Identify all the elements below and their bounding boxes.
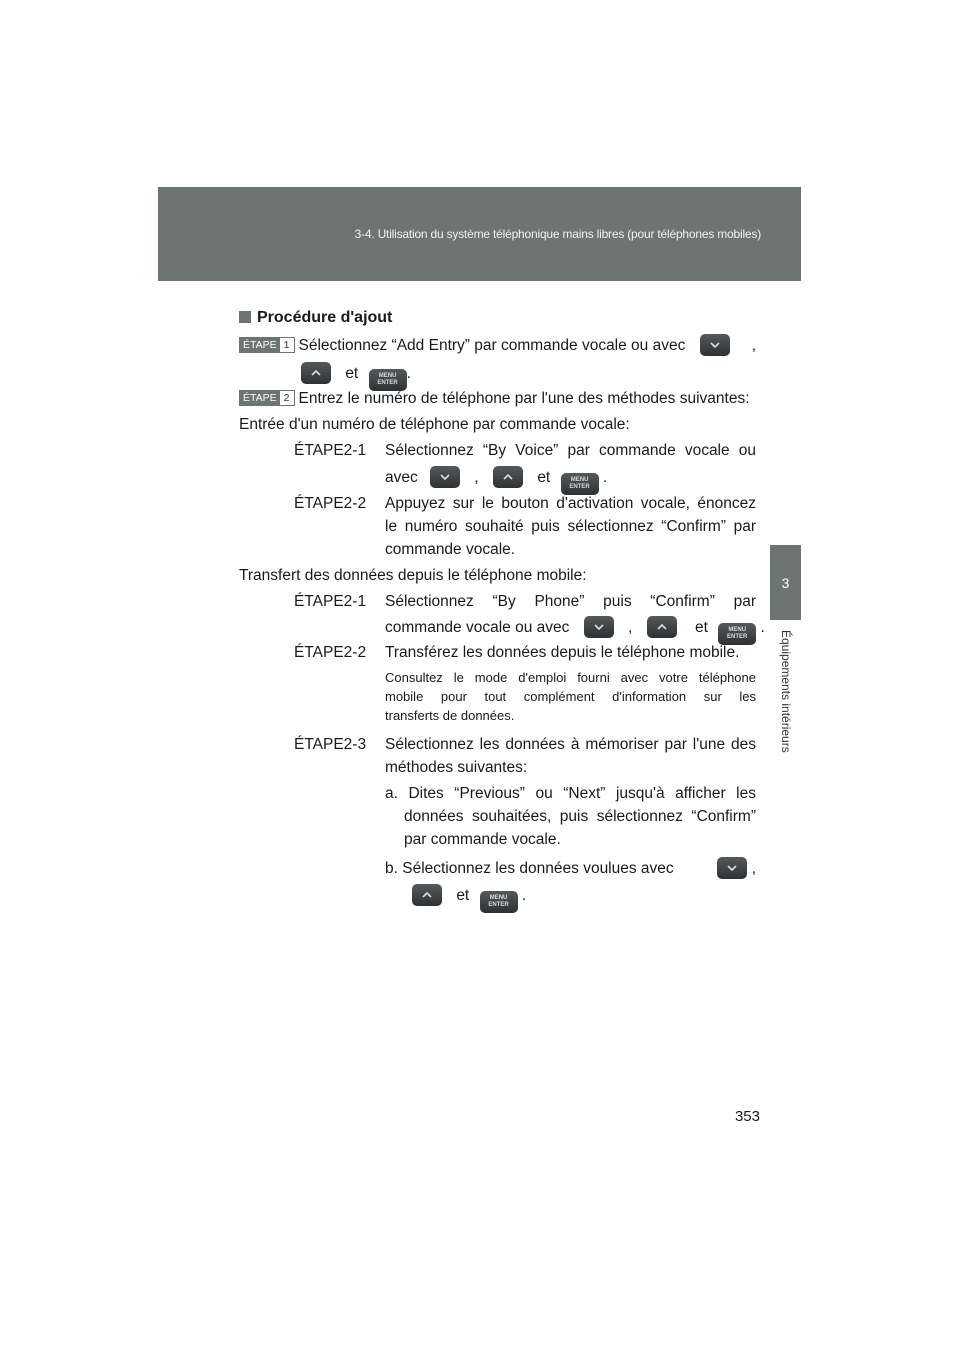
substep-code: ÉTAPE2-2 (294, 644, 367, 661)
step-badge: ÉTAPE 1 (239, 337, 295, 353)
header-title: 3-4. Utilisation du système téléphonique mains libres (pour téléphones mobiles) (354, 227, 761, 241)
page-number: 353 (734, 1108, 760, 1125)
voice-heading: Entrée d'un numéro de téléphone par commande vocale: (239, 416, 630, 433)
menu-enter-button-icon: MENU ENTER (718, 623, 756, 645)
down-arrow-button-icon (584, 616, 614, 638)
menu-enter-button-icon: MENU ENTER (369, 369, 407, 391)
substep-buttons: commande vocale ou avec , et MENU ENTER . (385, 616, 765, 645)
chapter-header (158, 187, 801, 281)
step-1-cont: et MENU ENTER. (301, 362, 411, 391)
step-badge: ÉTAPE 2 (239, 390, 295, 406)
up-arrow-button-icon (493, 466, 523, 488)
section-heading: Procédure d'ajout (239, 306, 392, 329)
option-b-cont: et MENU ENTER . (412, 884, 526, 913)
chapter-side-label (770, 630, 801, 780)
chapter-tab (770, 545, 801, 620)
chapter-number: 3 (781, 575, 790, 591)
substep-buttons: avec , et MENU ENTER . (385, 466, 607, 495)
substep-code: ÉTAPE2-2 (294, 495, 367, 512)
up-arrow-button-icon (301, 362, 331, 384)
down-arrow-button-icon (700, 334, 730, 356)
substep-code: ÉTAPE2-1 (294, 442, 367, 459)
phone-heading: Transfert des données depuis le téléphone mobile: (239, 567, 587, 584)
option-b: b. Sélectionnez les données voulues avec , (385, 857, 756, 880)
down-arrow-button-icon (430, 466, 460, 488)
option-a: a. Dites “Previous” ou “Next” jusqu'à afficher les (385, 785, 756, 802)
square-bullet-icon (239, 311, 251, 323)
menu-enter-button-icon: MENU ENTER (480, 891, 518, 913)
substep-code: ÉTAPE2-3 (294, 736, 367, 753)
down-arrow-button-icon (717, 857, 747, 879)
chapter-label: Équipements intérieurs (778, 630, 793, 753)
step-1: ÉTAPE 1 Sélectionnez “Add Entry” par commande vocale ou avec , (239, 334, 756, 357)
up-arrow-button-icon (647, 616, 677, 638)
substep-text: Sélectionnez “By Voice” par commande vocale ou (385, 442, 756, 459)
note: Consultez le mode d'emploi fourni avec votre téléphone (385, 670, 756, 685)
step-2: ÉTAPE 2 Entrez le numéro de téléphone par l'une des méthodes suivantes: (239, 387, 750, 410)
substep-code: ÉTAPE2-1 (294, 593, 367, 610)
up-arrow-button-icon (412, 884, 442, 906)
menu-enter-button-icon: MENU ENTER (561, 473, 599, 495)
